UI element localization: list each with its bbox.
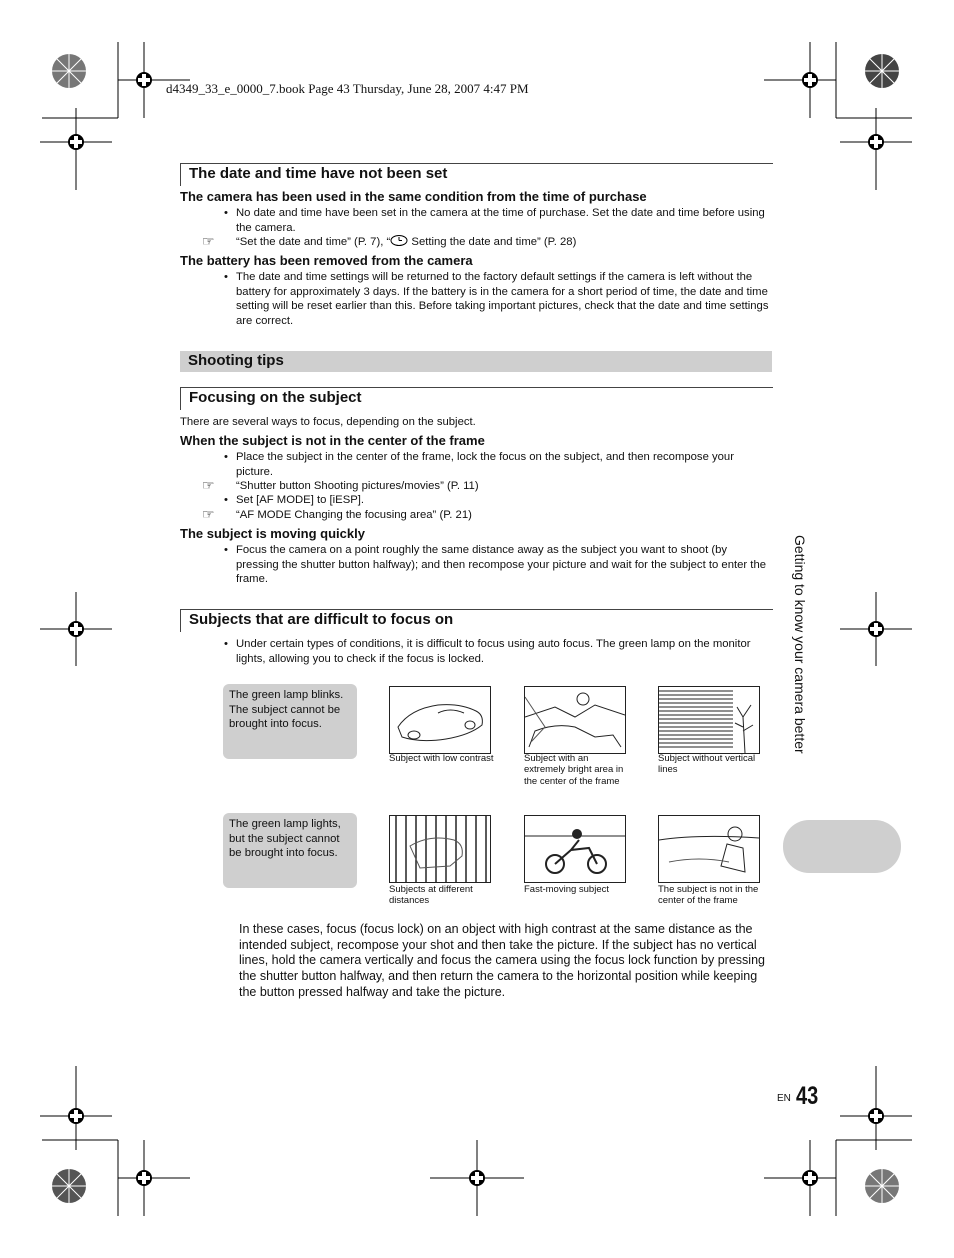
intro-text: There are several ways to focus, depending on the subject.	[180, 416, 476, 428]
illustration-low-contrast-car	[389, 686, 491, 754]
illustration-bars-tiger	[389, 815, 491, 883]
pointing-hand-icon: ☞	[202, 506, 215, 522]
bullet-item: • Place the subject in the center of the frame, lock the focus on the subject, and then recompose your picture.	[224, 451, 734, 478]
page-number: 43	[796, 1082, 819, 1110]
lamp-lights-box: The green lamp lights, but the subject cannot be brought into focus.	[223, 813, 357, 888]
side-tab-title: Getting to know your camera better	[792, 535, 808, 754]
section-title: Subjects that are difficult to focus on	[189, 611, 454, 628]
subheading-purchase: The camera has been used in the same condition from the time of purchase	[180, 189, 647, 204]
subheading-not-centered: When the subject is not in the center of the frame	[180, 433, 485, 448]
illustration-off-center	[658, 815, 760, 883]
caption: Subject without vertical lines	[658, 753, 756, 776]
section-header-shooting-tips	[180, 351, 772, 372]
clock-icon	[390, 235, 408, 246]
section-header-focusing	[180, 387, 773, 410]
bullet-item: • Under certain types of conditions, it is difficult to focus using auto focus. The green lamp on the monitor lights, allowing you to check if the focus is locked.	[224, 638, 751, 665]
side-tab	[783, 820, 901, 873]
section-header-date	[180, 163, 773, 186]
subheading-moving: The subject is moving quickly	[180, 526, 365, 541]
caption: Subject with low contrast	[389, 753, 494, 764]
caption: The subject is not in the center of the frame	[658, 884, 759, 907]
caption: Subject with an extremely bright area in the center of the frame	[524, 753, 624, 787]
pointing-hand-icon: ☞	[202, 477, 215, 493]
lamp-blinks-box: The green lamp blinks. The subject cannot be brought into focus.	[223, 684, 357, 759]
bullet-item: • No date and time have been set in the camera at the time of purchase. Set the date and time before using the camera.	[224, 207, 765, 234]
caption: Fast-moving subject	[524, 884, 610, 895]
section-title: Shooting tips	[188, 352, 284, 369]
caption: Subjects at different distances	[389, 884, 473, 907]
bullet-item: • Focus the camera on a point roughly the same distance away as the subject you want to shoot (by pressing the shutter button halfway); and then recompose your picture and wait for the subject to enter the frame.	[224, 544, 767, 585]
illustration-bright-center	[524, 686, 626, 754]
section-title: The date and time have not been set	[189, 165, 448, 182]
illustration-horizontal-lines	[658, 686, 760, 754]
language-label: EN	[777, 1093, 791, 1104]
section-header-difficult	[180, 609, 773, 632]
book-header-line: d4349_33_e_0000_7.book Page 43 Thursday, June 28, 2007 4:47 PM	[166, 81, 529, 96]
subheading-battery: The battery has been removed from the camera	[180, 253, 473, 268]
closing-paragraph: In these cases, focus (focus lock) on an object with high contrast at the same distance as the intended subject, recompose your shot and then take the picture. If the subject has no vertical lines, hold the camera vertically and focus the camera using the focus lock function by pressing the shutter button halfway, and then return the camera to the horizontal position while keeping the button pressed halfway and take the picture.	[239, 922, 765, 999]
pointing-hand-icon: ☞	[202, 233, 215, 249]
illustration-motorcycle	[524, 815, 626, 883]
bullet-item: • The date and time settings will be returned to the factory default settings if the camera is left without the battery for approximately 3 days. If the battery is in the camera for a short period of time, the date and time setting will be reset earlier than this. Before taking important pictures, check that the date and time settings are correct.	[224, 271, 769, 327]
section-title: Focusing on the subject	[189, 389, 362, 406]
